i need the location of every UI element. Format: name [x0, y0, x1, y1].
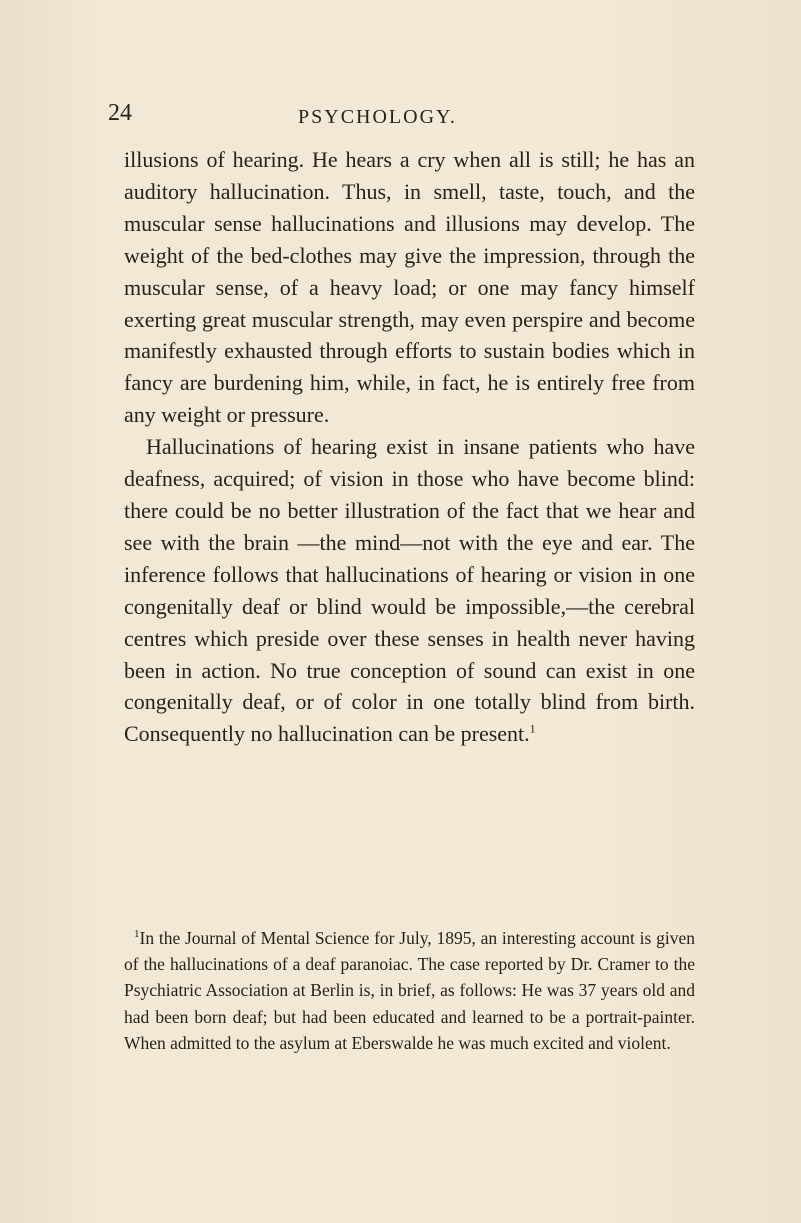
paragraph-2: [124, 431, 695, 750]
paragraph-2-text: Hallucinations of hearing exist in insane patients who have deafness, acquired; of vision in those who have become blind: there could be no better illustration of the fact that we hear and see with the brain —the mind—not with the eye and ear. The inference follows that hallucinations of hearing or vision in one congenitally deaf or blind would be impossible,—the cerebral centres which preside over these senses in health never having been in action. No true conception of sound can exist in one congenitally deaf, or of color in one totally blind from birth. Consequently no hallucination can be present.: [124, 434, 695, 747]
running-title: PSYCHOLOGY.: [298, 106, 457, 128]
main-text: [124, 144, 695, 750]
footnote-text: In the Journal of Mental Science for July, 1895, an interesting account is given of the hallucinations of a deaf paranoiac. The case reported by Dr. Cramer to the Psychiatric Association at Berlin is, in brief, as follows: He was 37 years old and had been born deaf; but had been educated and learned to be a portrait-painter. When admitted to the asylum at Eberswalde he was much excited and violent.: [124, 928, 695, 1053]
footnote-marker: 1: [134, 928, 140, 941]
page-number: 24: [108, 100, 132, 126]
paragraph-1-text: illusions of hearing. He hears a cry when all is still; he has an auditory hallucination. Thus, in smell, taste, touch, and the muscular sense hallucinations and illusions may develop. The weight of the bed-clothes may give the impression, through the muscular sense, of a heavy load; or one may fancy himself exerting great muscular strength, may even perspire and become manifestly exhausted through efforts to sustain bodies which in fancy are burdening him, while, in fact, he is entirely free from any weight or pressure.: [124, 147, 695, 428]
paragraph-1: [124, 144, 695, 431]
footnote-reference[interactable]: 1: [529, 721, 536, 736]
running-head: [0, 98, 801, 128]
footnote-paragraph: [124, 925, 695, 1056]
footnote: [124, 925, 695, 1056]
